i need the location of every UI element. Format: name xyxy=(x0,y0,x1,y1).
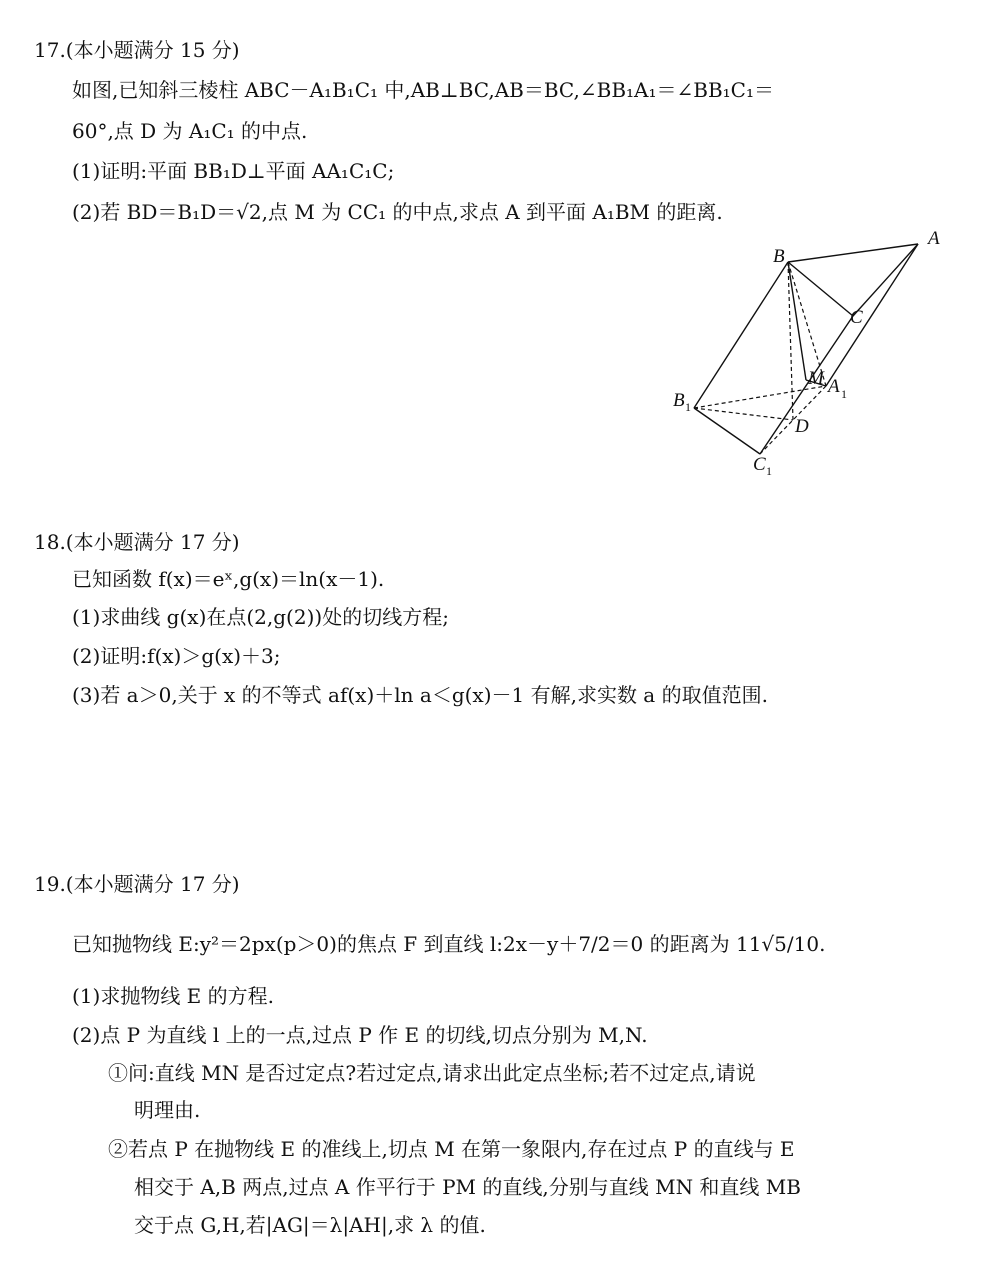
problem-19-question-2: (2)点 P 为直线 l 上的一点,过点 P 作 E 的切线,切点分别为 M,N. xyxy=(72,1023,648,1047)
problem-19-question-1: (1)求抛物线 E 的方程. xyxy=(72,984,275,1008)
edge-AC xyxy=(853,244,918,316)
label-B: B xyxy=(773,246,785,267)
edge-B1A1 xyxy=(694,386,826,408)
label-B1-subscript: 1 xyxy=(685,400,691,414)
problem-18-question-3: (3)若 a＞0,关于 x 的不等式 af(x)＋ln a＜g(x)－1 有解,求实数 a 的取值范围. xyxy=(72,683,768,707)
label-C: C xyxy=(850,307,863,328)
label-A1: A xyxy=(828,376,840,397)
label-C1: C xyxy=(753,454,766,475)
problem-18-number: 18.(本小题满分 17 分) xyxy=(34,530,240,554)
problem-17-number: 17.(本小题满分 15 分) xyxy=(34,38,240,62)
label-A: A xyxy=(928,228,940,249)
problem-19-question-2-part-1-line-1: ①问:直线 MN 是否过定点?若过定点,请求出此定点坐标;若不过定点,请说 xyxy=(108,1061,756,1085)
label-A1-subscript: 1 xyxy=(841,387,847,401)
problem-18-question-2: (2)证明:f(x)＞g(x)＋3; xyxy=(72,644,281,668)
label-B1: B xyxy=(673,390,685,411)
problem-19-question-2-part-1-line-2: 明理由. xyxy=(134,1098,201,1122)
problem-17-question-1: (1)证明:平面 BB₁D⊥平面 AA₁C₁C; xyxy=(72,159,395,183)
problem-17-stem-line-1: 如图,已知斜三棱柱 ABC－A₁B₁C₁ 中,AB⊥BC,AB＝BC,∠BB₁A₁＝∠BB₁C₁＝ xyxy=(72,78,774,102)
edge-BA xyxy=(788,244,918,262)
problem-19-question-2-part-2-line-1: ②若点 P 在抛物线 E 的准线上,切点 M 在第一象限内,存在过点 P 的直线与 E xyxy=(108,1137,795,1161)
problem-19-number: 19.(本小题满分 17 分) xyxy=(34,872,240,896)
edge-BB1 xyxy=(694,262,788,408)
edge-BC xyxy=(788,262,853,316)
label-M: M xyxy=(808,368,824,389)
prism-figure xyxy=(660,222,960,484)
problem-18-stem: 已知函数 f(x)＝eˣ,g(x)＝ln(x－1). xyxy=(72,567,385,591)
label-C1-subscript: 1 xyxy=(766,464,772,478)
problem-19-stem: 已知抛物线 E:y²＝2px(p＞0)的焦点 F 到直线 l:2x－y＋7/2＝0 的距离为 11√5/10. xyxy=(72,932,826,956)
edge-AA1 xyxy=(826,244,918,386)
problem-17-stem-line-2: 60°,点 D 为 A₁C₁ 的中点. xyxy=(72,119,308,143)
problem-17-question-2: (2)若 BD＝B₁D＝√2,点 M 为 CC₁ 的中点,求点 A 到平面 A₁BM 的距离. xyxy=(72,200,723,224)
problem-19-question-2-part-2-line-3: 交于点 G,H,若|AG|＝λ|AH|,求 λ 的值. xyxy=(134,1213,486,1237)
problem-19-question-2-part-2-line-2: 相交于 A,B 两点,过点 A 作平行于 PM 的直线,分别与直线 MN 和直线 MB xyxy=(134,1175,801,1199)
problem-18-question-1: (1)求曲线 g(x)在点(2,g(2))处的切线方程; xyxy=(72,605,449,629)
label-D: D xyxy=(795,416,809,437)
